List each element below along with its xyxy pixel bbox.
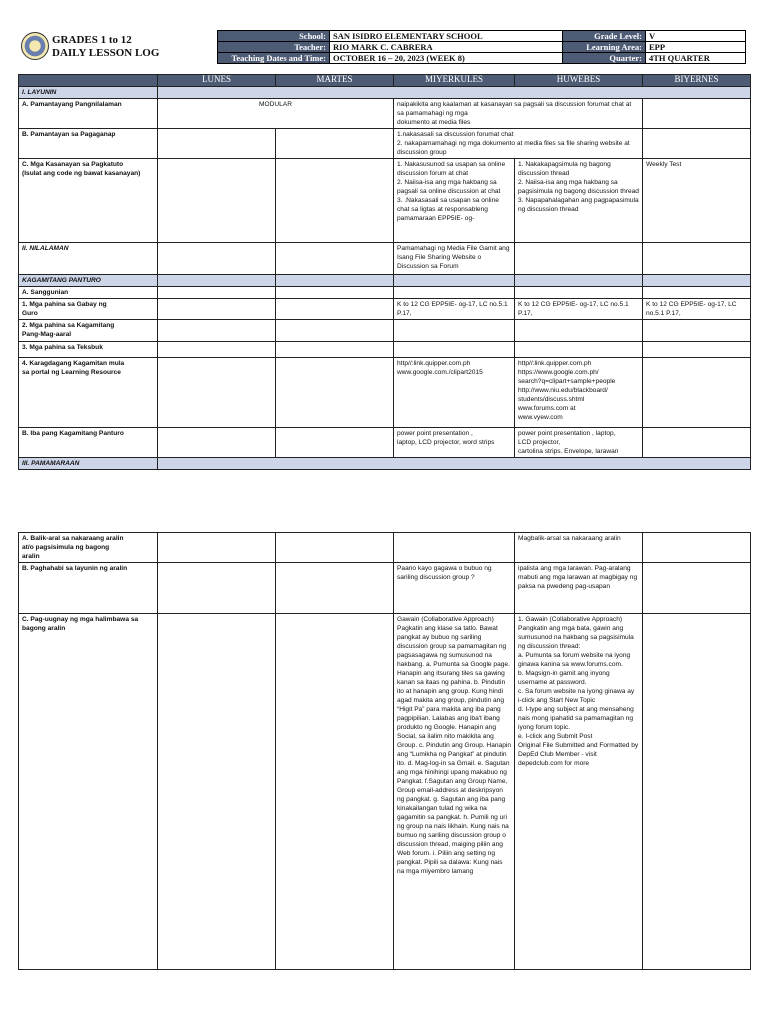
karagdagang-kagamitan-miyerkules: http//:link.quipper.com.ph www.google.com./clipart2015	[394, 358, 515, 428]
pamantayan-pagaganap-label: B. Pamantayan sa Pagaganap	[19, 129, 158, 159]
school-label: School:	[218, 31, 330, 42]
karagdagang-kagamitan-label: 4. Karagdagang Kagamitan mula sa portal ng Learning Resource	[19, 358, 158, 428]
pamantayang-pangnilalaman-label: A. Pamantayang Pangnilalaman	[19, 99, 158, 129]
grade-label: Grade Level:	[563, 31, 646, 42]
day-header-biyernes: BIYERNES	[643, 75, 751, 87]
kagamitan-heading: KAGAMITANG PANTURO	[19, 275, 158, 287]
log-title: GRADES 1 to 12 DAILY LESSON LOG	[52, 34, 160, 59]
dates-label: Teaching Dates and Time:	[218, 53, 330, 64]
kasanayan-miyerkules: 1. Nakasusunod sa usapan sa online discussion forum at chat 2. Naiisa-isa ang mga hakbang sa pagsali sa online discussion at chat 3. .Nakasasali sa usapan sa online chat sa ligtas at responsableng pamamaraan EPP5IE- og-	[394, 159, 515, 243]
day-header-huwebes: HUWEBES	[515, 75, 643, 87]
quarter-label: Quarter:	[563, 53, 646, 64]
school-value: SAN ISIDRO ELEMENTARY SCHOOL	[330, 31, 563, 42]
lesson-table-top	[18, 74, 751, 470]
paghahabi-miyerkules: Paano kayo gagawa o bubuo ng sariling discussion group ?	[394, 563, 515, 614]
teksbuk-label: 3. Mga pahina sa Teksbuk	[19, 342, 158, 358]
info-table	[217, 30, 746, 64]
gabay-guro-biyernes: K to 12 CG EPP5IE- og-17, LC no.5.1 P.17,	[643, 299, 751, 320]
balik-aral-huwebes: Magbalik-arsal sa nakaraang aralin	[515, 533, 643, 563]
corner-header	[19, 75, 158, 87]
weekly-test-cell: Weekly Test	[643, 159, 751, 243]
kasanayan-label: C. Mga Kasanayan sa Pagkatuto (Isulat ang code ng bawat kasanayan)	[19, 159, 158, 243]
pag-uugnay-label: C. Pag-uugnay ng mga halimbawa sa bagong aralin	[19, 614, 158, 970]
pamantayang-pangnilalaman-miyerkules: naipakikita ang kaalaman at kasanayan sa pagsali sa discussion forumat chat at sa pamamahagi ng mga dokumento at media files	[394, 99, 643, 129]
balik-aral-label: A. Balik-aral sa nakaraang aralin at/o pagsisimula ng bagong aralin	[19, 533, 158, 563]
pamamaraan-heading: III. PAMAMARAAN	[19, 458, 158, 470]
sanggunian-label: A. Sanggunian	[19, 287, 158, 299]
nilalaman-miyerkules: Pamamahagi ng Media File Gamit ang Isang File Sharing Website o Discussion sa Forum	[394, 243, 515, 275]
day-header-lunes: LUNES	[158, 75, 276, 87]
deped-seal-icon	[21, 32, 49, 60]
gabay-guro-label: 1. Mga pahina sa Gabay ng Guro	[19, 299, 158, 320]
header	[18, 30, 750, 66]
kagamitang-mag-aaral-label: 2. Mga pahina sa Kagamitang Pang-Mag-aaral	[19, 320, 158, 342]
karagdagang-kagamitan-huwebes: http//:link.quipper.com.ph https://www.google.com.ph/ search?q=clipart+sample+people http://www.niu.edu/blackboard/ students/discuss.shtml www.forums.com at www.vyew.com	[515, 358, 643, 428]
iba-pang-kagamitan-huwebes: power point presentation , laptop, LCD projector, cartolina strips. Envelope, larawan	[515, 428, 643, 458]
quarter-value: 4TH QUARTER	[646, 53, 746, 64]
lesson-table-bottom	[18, 532, 751, 970]
kasanayan-huwebes: 1. Nakakapagsimula ng bagong discussion thread 2. Naiisa-isa ang mga hakbang sa pagsisimula ng bagong discussion thread 3. Napapahalagahan ang pagpapasimula ng discussion thread	[515, 159, 643, 243]
modular-cell: MODULAR	[158, 99, 394, 129]
grade-value: V	[646, 31, 746, 42]
gabay-guro-miyerkules: K to 12 CG EPP5IE- og-17, LC no.5.1 P.17,	[394, 299, 515, 320]
gabay-guro-huwebes: K to 12 CG EPP5IE- og-17, LC no.5.1 P.17,	[515, 299, 643, 320]
area-value: EPP	[646, 42, 746, 53]
paghahabi-label: B. Paghahabi sa layunin ng aralin	[19, 563, 158, 614]
teacher-label: Teacher:	[218, 42, 330, 53]
area-label: Learning Area:	[563, 42, 646, 53]
day-header-miyerkules: MIYERKULES	[394, 75, 515, 87]
teacher-value: RIO MARK C. CABRERA	[330, 42, 563, 53]
nilalaman-label: II. NILALAMAN	[19, 243, 158, 275]
paghahabi-huwebes: ipalista ang mga larawan. Pag-aralang mabuti ang mga larawan at magbigay ng paksa na pwedeng pag-usapan	[515, 563, 643, 614]
pamantayan-pagaganap-miyerkules: 1.nakasasali sa discussion forumat chat 2. nakapamamahagi ng mga dokumento at media files sa file sharing website at discussion group	[394, 129, 643, 159]
day-header-martes: MARTES	[276, 75, 394, 87]
pag-uugnay-miyerkules: Gawain (Collaborative Approach) Pagkatin ang klase sa tatlo. Bawat pangkat ay bubuo ng sariling discussion group sa pamamagitan ng pagsasagawa ng sumusunod na hakbang. a. Pumunta sa Google page. Hanapin ang itsurang tiles sa gawing kanan sa itaas ng pahina. b. Pindutin ito at hanapin ang group. Kung hindi agad makita ang group, pindutin ang “Higit Pa” para makita ang iba pang pagpipilian. Lalabas ang iba't ibang produkto ng Google. Hanapin ang Social, sa ilalim nito makikita ang Group. c. Pindutin ang Group. Hanapin ang “Lumikha ng Pangkat” at pindutin ito. d. Mag-log-in sa Gmail. e. Sagutan ang mga hinihingi upang makabuo ng Pangkat. f.Sagutan ang Group Name, Group email-address at deskripsyon ng pangkat. g. Sagutan ang iba pang kinakailangan tulad ng wika na gagamitin sa pangkat. h. Pumili ng uri ng group na nais likhain. Kung nais na bumuo ng sariling discussion group o discussion thread, maiging piliin ang Web forum. i. Piliin ang setting ng pangkat. Pipili sa dalawa: Kung nais na mga miyembro lamang	[394, 614, 515, 970]
iba-pang-kagamitan-label: B. Iba pang Kagamitang Panturo	[19, 428, 158, 458]
dates-value: OCTOBER 16 – 20, 2023 (WEEK 8)	[330, 53, 563, 64]
layunin-heading: I. LAYUNIN	[19, 87, 158, 99]
iba-pang-kagamitan-miyerkules: power point presentation , laptop, LCD projector, word strips	[394, 428, 515, 458]
pag-uugnay-huwebes: 1. Gawain (Collaborative Approach) Pangkatin ang mga bata, gawin ang sumusunod na hakbang sa pagsisimula ng discussion thread: a. Pumunta sa forum website na iyong ginawa kanina sa www.forums.com. b. Magsign-in gamit ang inyong username at password. c. Sa forum website na iyong ginawa ay i-click ang Start New Topic d. I-type ang subject at ang mensaheng nais mong ipahatid sa pamamagitan ng iyong forum topic. e. I-click ang Submit Post Original File Submitted and Formatted by DepEd Club Member - visit depedclub.com for more	[515, 614, 643, 970]
